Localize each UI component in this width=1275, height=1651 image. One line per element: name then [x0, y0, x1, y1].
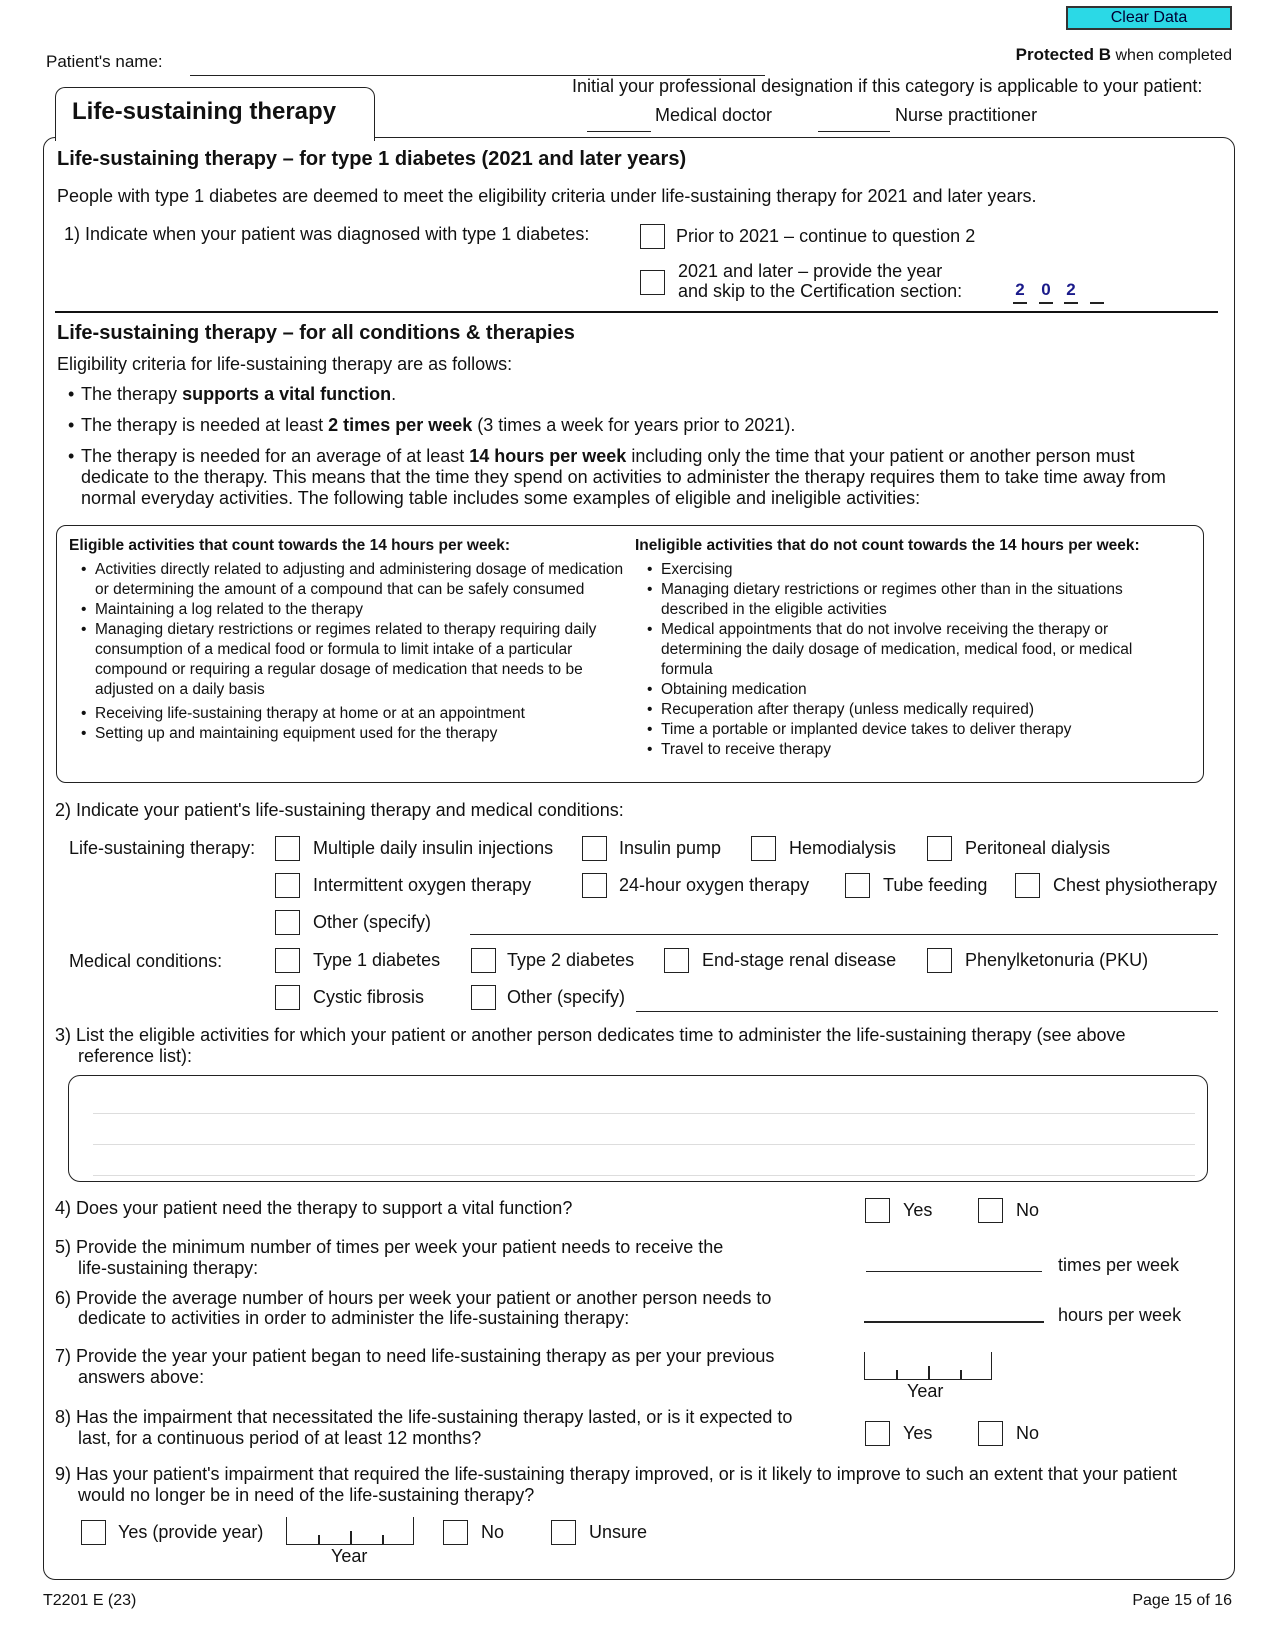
- eligible-item: • Managing dietary restrictions or regimes related to therapy requiring daily consumption of a medical food or formula to limit intake of a particular compound or requiring a regular dosage of medication that needs to be adjusted on a daily basis: [81, 620, 636, 700]
- ineligible-item: • Managing dietary restrictions or regimes other than in the situations described in the eligible activities: [647, 580, 1167, 620]
- ineligible-item: • Travel to receive therapy: [647, 740, 1167, 760]
- condition-other-label: Other (specify): [507, 987, 626, 1007]
- q7-year-label: Year: [907, 1381, 944, 1401]
- condition-other-checkbox[interactable]: [471, 985, 496, 1010]
- eligible-list: [81, 560, 636, 744]
- ineligible-list: [647, 560, 1167, 760]
- medical-doctor-initial-field[interactable]: [587, 108, 651, 132]
- eligible-activities-textarea[interactable]: [68, 1075, 1208, 1182]
- therapy-peritoneal-checkbox[interactable]: [927, 836, 952, 861]
- times-per-week-field[interactable]: [866, 1244, 1042, 1272]
- therapy-peritoneal-label: Peritoneal dialysis: [965, 838, 1111, 858]
- condition-pku-checkbox[interactable]: [927, 948, 952, 973]
- q4-yes-label: Yes: [903, 1200, 933, 1220]
- criteria-intro: Eligibility criteria for life-sustaining therapy are as follows:: [57, 354, 513, 374]
- q9-unsure-label: Unsure: [589, 1522, 648, 1542]
- ineligible-item: • Medical appointments that do not involve receiving the therapy or determining the daily dosage of medication, medical food, or medical formula: [647, 620, 1167, 680]
- q6-label-2: dedicate to activities in order to administer the life-sustaining therapy:: [78, 1308, 630, 1328]
- protected-b-notice: Protected B when completed: [1015, 45, 1232, 64]
- q2-label: 2) Indicate your patient's life-sustaining therapy and medical conditions:: [55, 800, 624, 820]
- q1-prior-2021-checkbox[interactable]: [640, 224, 665, 249]
- criteria-list: [57, 384, 1187, 509]
- q4-label: 4) Does your patient need the therapy to support a vital function?: [55, 1198, 573, 1218]
- condition-renal-label: End-stage renal disease: [702, 950, 897, 970]
- therapy-insulin-injections-checkbox[interactable]: [275, 836, 300, 861]
- section-tab: [55, 87, 375, 141]
- therapy-other-label: Other (specify): [313, 912, 432, 932]
- q7-year-field[interactable]: [864, 1352, 992, 1380]
- therapy-hemodialysis-checkbox[interactable]: [751, 836, 776, 861]
- t1d-intro: People with type 1 diabetes are deemed to meet the eligibility criteria under life-sustaining therapy for 2021 and later years.: [57, 186, 1037, 206]
- therapy-insulin-pump-checkbox[interactable]: [582, 836, 607, 861]
- q1-2021-later-label-2: and skip to the Certification section:: [678, 281, 963, 301]
- nurse-practitioner-label: Nurse practitioner: [895, 105, 1038, 125]
- patient-name-label: Patient's name:: [46, 52, 163, 71]
- therapy-tube-feeding-checkbox[interactable]: [845, 873, 870, 898]
- q9-label-1: 9) Has your patient's impairment that required the life-sustaining therapy improved, or is it likely to improve to such an extent that your patient: [55, 1464, 1177, 1484]
- eligible-item: • Maintaining a log related to the therapy: [81, 600, 636, 620]
- activities-table: [56, 525, 1204, 783]
- q8-no-checkbox[interactable]: [978, 1421, 1003, 1446]
- designation-prompt: Initial your professional designation if this category is applicable to your patient:: [572, 76, 1203, 96]
- therapy-24h-oxygen-label: 24-hour oxygen therapy: [619, 875, 810, 895]
- therapy-intermittent-oxygen-checkbox[interactable]: [275, 873, 300, 898]
- therapy-chest-physio-checkbox[interactable]: [1015, 873, 1040, 898]
- all-conditions-heading: Life-sustaining therapy – for all conditions & therapies: [57, 322, 575, 344]
- condition-type1-label: Type 1 diabetes: [313, 950, 441, 970]
- q1-label: 1) Indicate when your patient was diagnosed with type 1 diabetes:: [64, 224, 590, 244]
- therapy-chest-physio-label: Chest physiotherapy: [1053, 875, 1218, 895]
- q3-label-1: 3) List the eligible activities for which your patient or another person dedicates time to administer the life-sustaining therapy (see above: [55, 1025, 1126, 1045]
- hours-per-week-field[interactable]: [864, 1295, 1044, 1323]
- q8-yes-label: Yes: [903, 1423, 933, 1443]
- eligible-item: • Receiving life-sustaining therapy at home or at an appointment: [81, 704, 636, 724]
- q1-2021-later-checkbox[interactable]: [640, 270, 665, 295]
- condition-cystic-fibrosis-checkbox[interactable]: [275, 985, 300, 1010]
- therapy-other-checkbox[interactable]: [275, 910, 300, 935]
- ineligible-heading: Ineligible activities that do not count towards the 14 hours per week:: [635, 537, 1140, 554]
- therapy-insulin-pump-label: Insulin pump: [619, 838, 722, 858]
- q9-yes-checkbox[interactable]: [81, 1520, 106, 1545]
- conditions-label: Medical conditions:: [69, 951, 223, 971]
- q9-yes-label: Yes (provide year): [118, 1522, 264, 1542]
- q5-label-1: 5) Provide the minimum number of times per week your patient needs to receive the: [55, 1237, 724, 1257]
- nurse-practitioner-initial-field[interactable]: [818, 108, 890, 132]
- ineligible-item: • Obtaining medication: [647, 680, 1167, 700]
- medical-doctor-label: Medical doctor: [655, 105, 773, 125]
- q1-prior-2021-label: Prior to 2021 – continue to question 2: [676, 226, 976, 246]
- therapy-other-specify-field[interactable]: [470, 910, 1218, 935]
- condition-type1-checkbox[interactable]: [275, 948, 300, 973]
- condition-renal-checkbox[interactable]: [664, 948, 689, 973]
- therapy-24h-oxygen-checkbox[interactable]: [582, 873, 607, 898]
- condition-pku-label: Phenylketonuria (PKU): [965, 950, 1149, 970]
- year-digit-2: 0: [1041, 280, 1051, 299]
- q9-year-field[interactable]: [286, 1517, 414, 1545]
- hours-per-week-unit: hours per week: [1058, 1305, 1182, 1325]
- criteria-item: • The therapy is needed at least 2 times per week (3 times a week for years prior to 2021).: [57, 415, 1187, 436]
- q9-unsure-checkbox[interactable]: [551, 1520, 576, 1545]
- condition-type2-label: Type 2 diabetes: [507, 950, 635, 970]
- condition-cystic-fibrosis-label: Cystic fibrosis: [313, 987, 425, 1007]
- times-per-week-unit: times per week: [1058, 1255, 1180, 1275]
- eligible-item: • Setting up and maintaining equipment used for the therapy: [81, 724, 636, 744]
- therapy-label: Life-sustaining therapy:: [69, 838, 256, 858]
- therapy-tube-feeding-label: Tube feeding: [883, 875, 988, 895]
- q5-label-2: life-sustaining therapy:: [78, 1258, 259, 1278]
- condition-other-specify-field[interactable]: [636, 984, 1218, 1012]
- section-divider: [55, 311, 1218, 313]
- q9-no-checkbox[interactable]: [443, 1520, 468, 1545]
- q7-label-2: answers above:: [78, 1367, 205, 1387]
- year-digit-1: 2: [1015, 280, 1025, 299]
- q6-label-1: 6) Provide the average number of hours per week your patient or another person needs to: [55, 1288, 772, 1308]
- page-number: Page 15 of 16: [1132, 1592, 1232, 1609]
- q3-label-2: reference list):: [78, 1046, 193, 1066]
- q9-label-2: would no longer be in need of the life-sustaining therapy?: [78, 1485, 535, 1505]
- q9-no-label: No: [481, 1522, 505, 1542]
- patient-name-field[interactable]: [190, 52, 765, 76]
- criteria-item: • The therapy is needed for an average of at least 14 hours per week including only the time that your patient or another person must dedicate to the therapy. This means that the time they spend on activities to administer the therapy requires them to take time away from normal everyday activities. The following table includes some examples of eligible and ineligible activities:: [57, 446, 1187, 509]
- form-id: T2201 E (23): [43, 1592, 137, 1609]
- ineligible-item: • Exercising: [647, 560, 1167, 580]
- year-digit-3: 2: [1066, 280, 1076, 299]
- condition-type2-checkbox[interactable]: [471, 948, 496, 973]
- clear-data-button[interactable]: Clear Data: [1066, 6, 1232, 30]
- q9-year-label: Year: [331, 1546, 368, 1566]
- q4-yes-checkbox[interactable]: [865, 1198, 890, 1223]
- therapy-hemodialysis-label: Hemodialysis: [789, 838, 897, 858]
- q1-2021-later-label-1: 2021 and later – provide the year: [678, 261, 943, 281]
- t1d-heading: Life-sustaining therapy – for type 1 diabetes (2021 and later years): [57, 148, 687, 170]
- q8-label-2: last, for a continuous period of at least 12 months?: [78, 1428, 482, 1448]
- q7-label-1: 7) Provide the year your patient began to need life-sustaining therapy as per your previous: [55, 1346, 775, 1366]
- q8-label-1: 8) Has the impairment that necessitated the life-sustaining therapy lasted, or is it expected to: [55, 1407, 793, 1427]
- eligible-item: • Activities directly related to adjusting and administering dosage of medication or determining the amount of a compound that can be safely consumed: [81, 560, 636, 600]
- therapy-insulin-injections-label: Multiple daily insulin injections: [313, 838, 554, 858]
- eligible-heading: Eligible activities that count towards the 14 hours per week:: [69, 537, 510, 554]
- q4-no-checkbox[interactable]: [978, 1198, 1003, 1223]
- therapy-intermittent-oxygen-label: Intermittent oxygen therapy: [313, 875, 532, 895]
- ineligible-item: • Recuperation after therapy (unless medically required): [647, 700, 1167, 720]
- ineligible-item: • Time a portable or implanted device takes to deliver therapy: [647, 720, 1167, 740]
- q8-no-label: No: [1016, 1423, 1040, 1443]
- criteria-item: • The therapy supports a vital function.: [57, 384, 1187, 405]
- q4-no-label: No: [1016, 1200, 1040, 1220]
- q8-yes-checkbox[interactable]: [865, 1421, 890, 1446]
- section-tab-title: Life-sustaining therapy: [72, 98, 337, 125]
